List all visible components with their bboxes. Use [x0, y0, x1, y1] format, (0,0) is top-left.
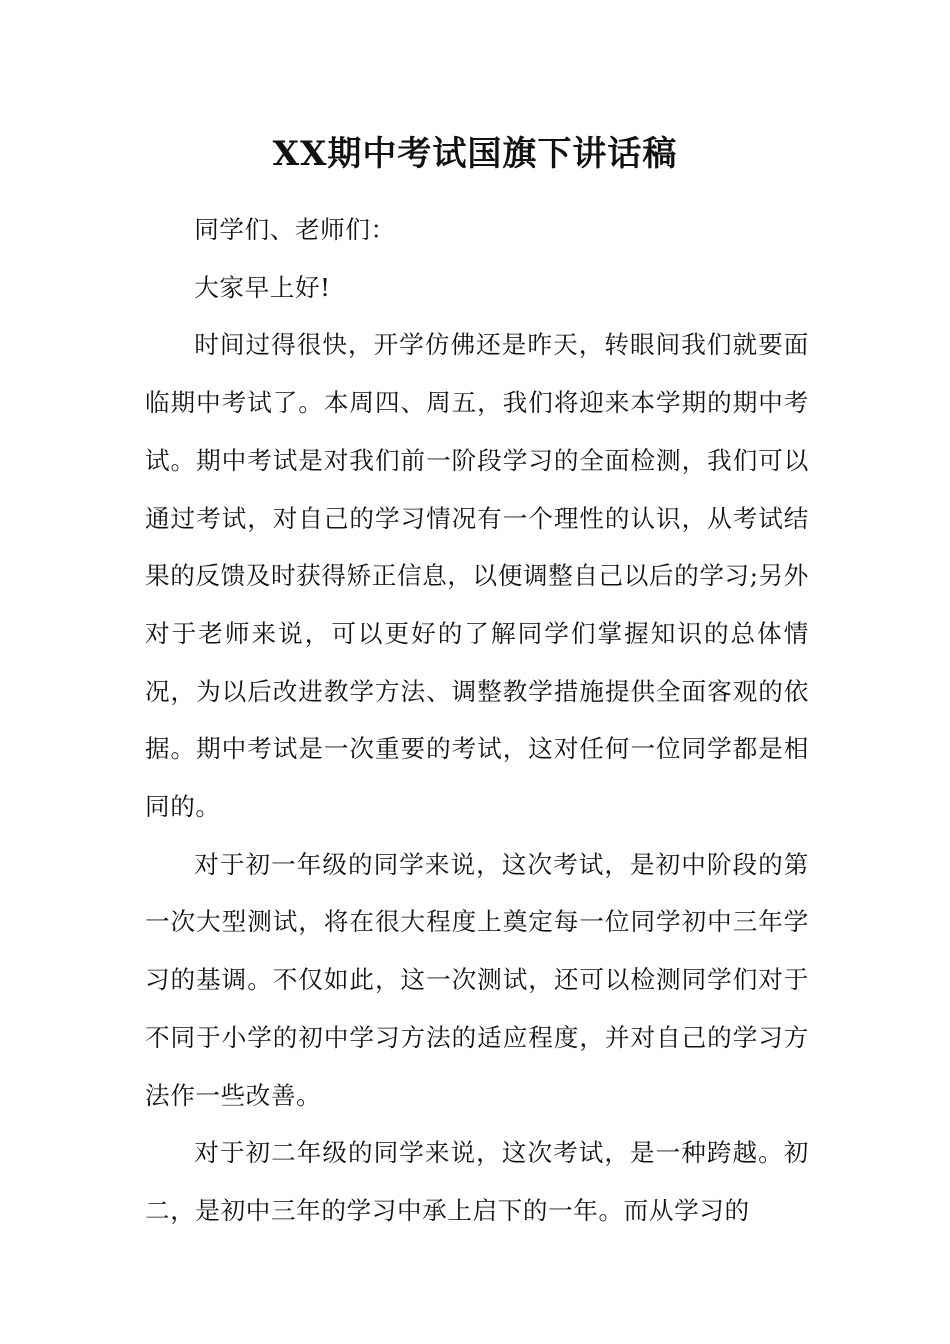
paragraph-intro: 时间过得很快，开学仿佛还是昨天，转眼间我们就要面临期中考试了。本周四、周五，我们将迎来本学期的期中考试。期中考试是对我们前一阶段学习的全面检测，我们可以通过考试，对自己的学习情况有一个理性的认识，从考试结果的反馈及时获得矫正信息，以便调整自己以后的学习;另外对于老师来说，可以更好的了解同学们掌握知识的总体情况，为以后改进教学方法、调整教学措施提供全面客观的依据。期中考试是一次重要的考试，这对任何一位同学都是相同的。 — [145, 330, 809, 822]
paragraph-greeting: 同学们、老师们： — [194, 215, 396, 244]
document-body — [145, 201, 809, 1240]
paragraph-grade-two: 对于初二年级的同学来说，这次考试，是一种跨越。初二，是初中三年的学习中承上启下的一年。而从学习的 — [145, 1138, 809, 1225]
paragraph-grade-one: 对于初一年级的同学来说，这次考试，是初中阶段的第一次大型测试，将在很大程度上奠定每一位同学初中三年学习的基调。不仅如此，这一次测试，还可以检测同学们对于不同于小学的初中学习方法的适应程度，并对自己的学习方法作一些改善。 — [145, 849, 809, 1110]
document-title: XX期中考试国旗下讲话稿 — [272, 134, 678, 174]
paragraph-good-morning: 大家早上好! — [194, 272, 331, 302]
